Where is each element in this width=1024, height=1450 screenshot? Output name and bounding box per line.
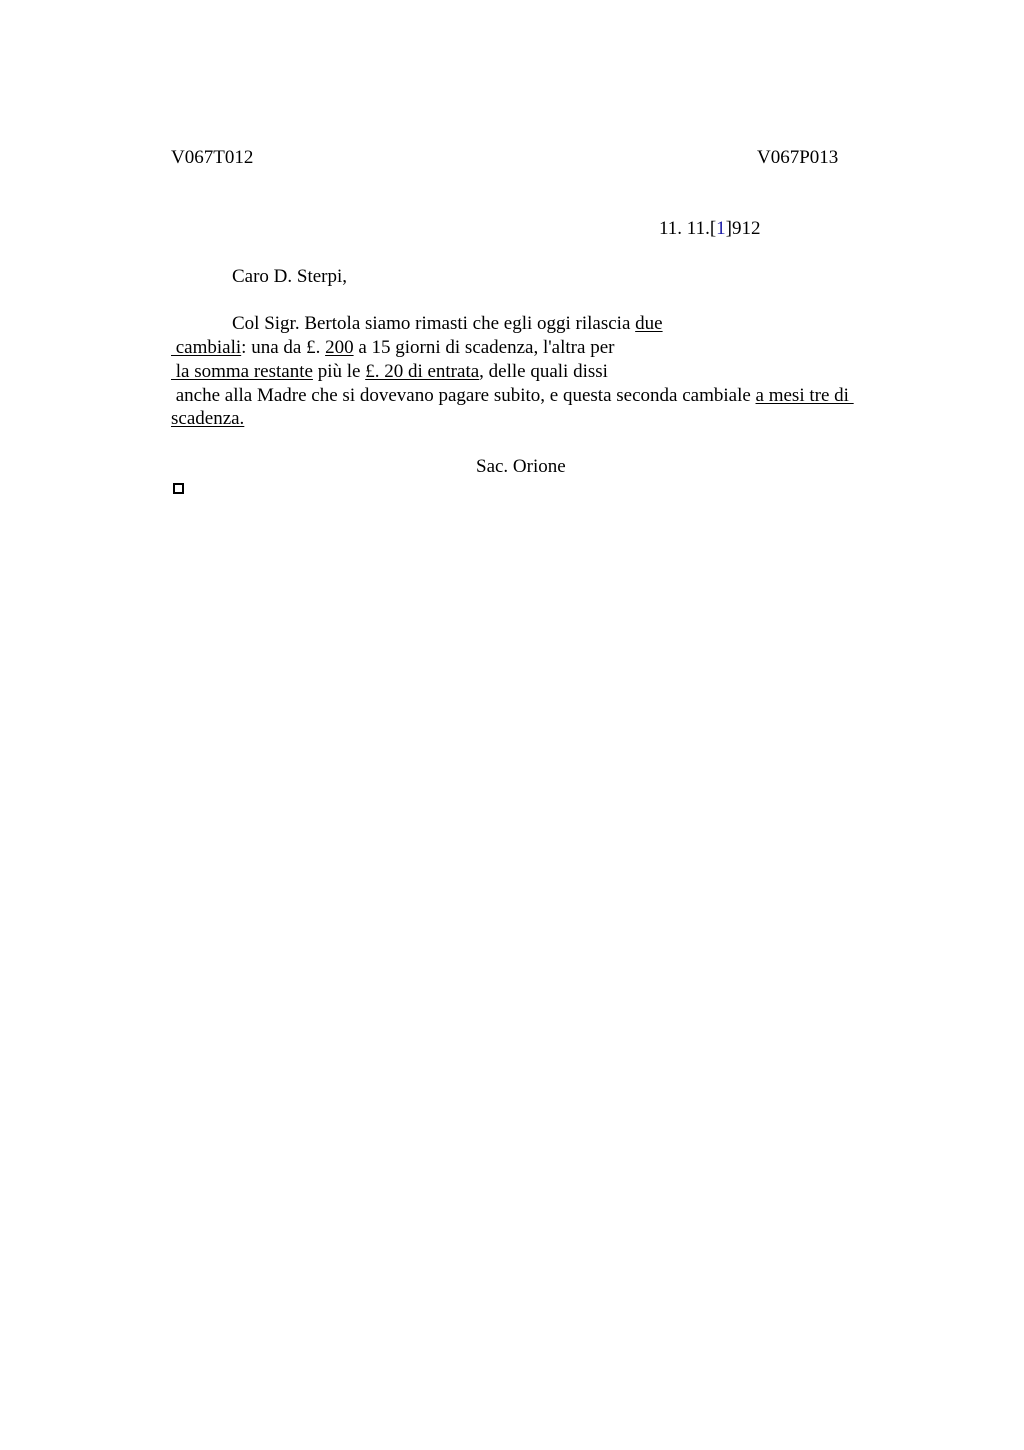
footnote-link[interactable]: 1 bbox=[716, 218, 726, 239]
body-text: anche alla Madre che si dovevano pagare subito, e questa seconda cambiale bbox=[171, 385, 756, 406]
letter-date bbox=[659, 218, 761, 240]
body-line-3 bbox=[171, 361, 608, 383]
document-code-left: V067T012 bbox=[171, 147, 254, 168]
signature: Sac. Orione bbox=[476, 456, 566, 477]
body-text: , delle quali dissi bbox=[479, 361, 608, 382]
document-code-right: V067P013 bbox=[757, 147, 839, 168]
date-suffix: ]912 bbox=[725, 218, 761, 239]
body-text: più le bbox=[312, 361, 366, 382]
body-line-2 bbox=[171, 337, 614, 359]
salutation: Caro D. Sterpi, bbox=[232, 266, 348, 287]
body-text: a 15 giorni di scadenza, l'altra per bbox=[353, 337, 615, 358]
body-line-5 bbox=[171, 408, 244, 430]
body-text: Col Sigr. Bertola siamo rimasti che egli oggi rilascia bbox=[232, 313, 636, 334]
body-line-4 bbox=[171, 385, 854, 407]
underlined-text: scadenza. bbox=[171, 408, 245, 429]
body-line-1 bbox=[232, 313, 663, 335]
date-prefix: 11. 11.[ bbox=[659, 218, 717, 239]
underlined-text: 200 bbox=[325, 337, 354, 358]
square-outline-icon bbox=[173, 483, 184, 494]
body-text: : una da £. bbox=[241, 337, 326, 358]
underlined-text: £. 20 di entrata bbox=[365, 361, 480, 382]
underlined-text: a mesi tre di bbox=[755, 385, 854, 406]
underlined-text: cambiali bbox=[171, 337, 242, 358]
underlined-text: la somma restante bbox=[171, 361, 313, 382]
underlined-text: due bbox=[635, 313, 663, 334]
